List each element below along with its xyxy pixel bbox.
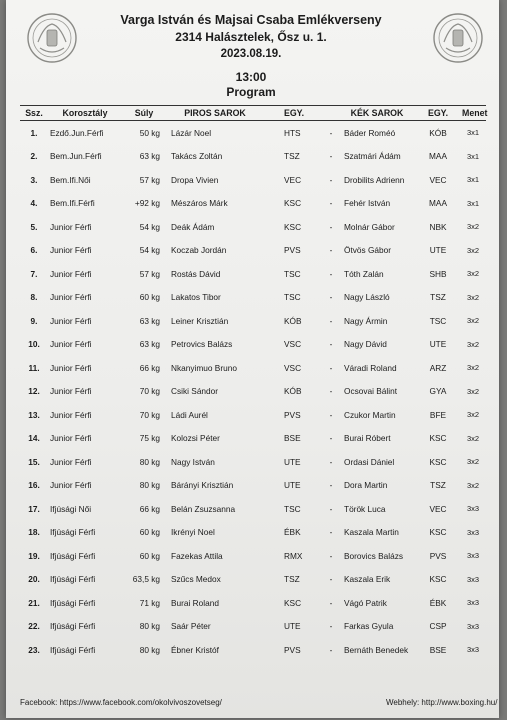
blue-corner-club: TSC: [429, 315, 447, 326]
bout-number: 21.: [28, 597, 40, 608]
start-time: 13:00: [235, 70, 267, 84]
blue-corner-club: MAA: [429, 151, 447, 162]
age-category: Junior Férfi: [50, 409, 92, 420]
rounds: 3x3: [466, 574, 480, 584]
bout-number: 12.: [28, 386, 40, 397]
blue-corner-boxer: Vágó Patrik: [344, 597, 387, 608]
blue-corner-boxer: Molnár Gábor: [344, 221, 395, 232]
weight-class: 57 kg: [139, 174, 160, 185]
versus-dash: -: [329, 433, 333, 444]
weight-class: 57 kg: [139, 268, 160, 279]
blue-corner-club: NBK: [429, 221, 447, 232]
red-corner-club: BSE: [284, 433, 301, 444]
red-corner-boxer: Mészáros Márk: [171, 198, 228, 209]
table-row: [20, 403, 486, 427]
weight-class: 63 kg: [139, 151, 160, 162]
versus-dash: -: [329, 409, 333, 420]
red-corner-boxer: Szűcs Medox: [171, 574, 221, 585]
versus-dash: -: [329, 621, 333, 632]
bout-number: 3.: [30, 174, 38, 185]
bout-number: 20.: [28, 574, 40, 585]
red-corner-boxer: Deák Ádám: [171, 221, 215, 232]
program-heading: Program: [226, 85, 276, 99]
blue-corner-boxer: Fehér István: [344, 198, 391, 209]
rounds: 3x2: [466, 433, 480, 443]
weight-class: 70 kg: [139, 386, 160, 397]
red-corner-boxer: Koczab Jordán: [171, 245, 227, 256]
versus-dash: -: [329, 550, 333, 561]
rounds: 3x2: [466, 386, 480, 396]
bout-number: 13.: [28, 409, 40, 420]
blue-corner-club: GYA: [429, 386, 447, 397]
red-corner-boxer: Lázár Noel: [171, 127, 212, 138]
event-address: 2314 Halásztelek, Ősz u. 1.: [175, 30, 327, 44]
red-corner-club: ÉBK: [284, 527, 301, 538]
red-corner-boxer: Leiner Krisztián: [171, 315, 229, 326]
rounds: 3x2: [466, 363, 480, 373]
rounds: 3x1: [466, 128, 480, 138]
col-egy-red: EGY.: [264, 106, 324, 121]
weight-class: 60 kg: [139, 550, 160, 561]
weight-class: 63 kg: [139, 315, 160, 326]
weight-class: 66 kg: [139, 503, 160, 514]
bout-number: 18.: [28, 527, 40, 538]
weight-class: 60 kg: [139, 292, 160, 303]
red-corner-boxer: Bárányi Krisztián: [171, 480, 234, 491]
table-row: [20, 568, 486, 592]
age-category: Bem.Jun.Férfi: [50, 151, 102, 162]
table-row: [20, 474, 486, 498]
bout-number: 1.: [30, 127, 38, 138]
weight-class: 66 kg: [139, 362, 160, 373]
table-row: [20, 121, 486, 145]
table-row: [20, 145, 486, 169]
bout-number: 16.: [28, 480, 40, 491]
red-corner-club: TSC: [284, 503, 301, 514]
event-title: Varga István és Majsai Csaba Emlékverseny: [120, 13, 382, 27]
red-corner-boxer: Csiki Sándor: [171, 386, 219, 397]
red-corner-boxer: Saár Péter: [171, 621, 211, 632]
table-row: [20, 309, 486, 333]
bout-number: 9.: [30, 315, 38, 326]
red-corner-club: PVS: [284, 644, 301, 655]
blue-corner-club: UTE: [429, 245, 447, 256]
red-corner-boxer: Belán Zsuzsanna: [171, 503, 236, 514]
blue-corner-club: KSC: [429, 574, 447, 585]
col-piros-sarok: PIROS SAROK: [166, 106, 264, 121]
blue-corner-boxer: Kaszala Martin: [344, 527, 399, 538]
bout-number: 2.: [30, 151, 38, 162]
bout-number: 5.: [30, 221, 38, 232]
age-category: Bem.Ifi.Női: [50, 174, 91, 185]
versus-dash: -: [329, 292, 333, 303]
red-corner-club: KÓB: [284, 386, 302, 397]
website-link[interactable]: Webhely: http://www.boxing.hu/: [386, 698, 498, 707]
age-category: Ifjúsági Férfi: [50, 574, 96, 585]
table-row: [20, 168, 486, 192]
age-category: Junior Férfi: [50, 433, 92, 444]
red-corner-boxer: Ikrényi Noel: [171, 527, 215, 538]
blue-corner-club: BFE: [429, 409, 447, 420]
blue-corner-club: TSZ: [430, 480, 446, 491]
weight-class: 63,5 kg: [132, 574, 160, 585]
rounds: 3x3: [466, 527, 480, 537]
col-ssz: Ssz.: [20, 106, 48, 121]
bout-number: 22.: [28, 621, 40, 632]
bout-number: 14.: [28, 433, 40, 444]
versus-dash: -: [329, 151, 333, 162]
bout-number: 10.: [28, 339, 40, 350]
blue-corner-boxer: Bernáth Benedek: [344, 644, 409, 655]
bout-number: 15.: [28, 456, 40, 467]
red-corner-club: PVS: [284, 245, 301, 256]
rounds: 3x3: [466, 551, 480, 561]
red-corner-boxer: Kolozsi Péter: [171, 433, 220, 444]
red-corner-club: UTE: [284, 621, 301, 632]
age-category: Ifjúsági Férfi: [50, 527, 96, 538]
red-corner-boxer: Burai Roland: [171, 597, 219, 608]
table-row: [20, 262, 486, 286]
versus-dash: -: [329, 480, 333, 491]
table-row: [20, 380, 486, 404]
blue-corner-club: CSP: [429, 621, 447, 632]
red-corner-boxer: Ládi Aurél: [171, 409, 208, 420]
weight-class: 50 kg: [139, 127, 160, 138]
versus-dash: -: [329, 644, 333, 655]
red-corner-club: PVS: [284, 409, 301, 420]
age-category: Bem.Ifi.Férfi: [50, 198, 95, 209]
bout-number: 4.: [30, 198, 38, 209]
age-category: Junior Férfi: [50, 268, 92, 279]
col-egy-blue: EGY.: [416, 106, 460, 121]
blue-corner-boxer: Nagy László: [344, 292, 390, 303]
table-row: [20, 544, 486, 568]
blue-corner-boxer: Dora Martin: [344, 480, 388, 491]
versus-dash: -: [329, 456, 333, 467]
red-corner-boxer: Rostás Dávid: [171, 268, 221, 279]
blue-corner-club: KSC: [429, 456, 447, 467]
blue-corner-club: KÓB: [429, 127, 447, 138]
age-category: Ifjúsági Férfi: [50, 621, 96, 632]
table-row: [20, 215, 486, 239]
red-corner-boxer: Petrovics Balázs: [171, 339, 233, 350]
blue-corner-club: VEC: [429, 174, 447, 185]
red-corner-club: UTE: [284, 456, 301, 467]
red-corner-boxer: Ébner Kristóf: [171, 644, 219, 655]
federation-emblem-icon: [26, 12, 78, 64]
age-category: Junior Férfi: [50, 480, 92, 491]
blue-corner-boxer: Szatmári Ádám: [344, 151, 401, 162]
rounds: 3x2: [466, 480, 480, 490]
red-corner-club: RMX: [284, 550, 303, 561]
weight-class: 60 kg: [139, 527, 160, 538]
bout-number: 23.: [28, 644, 40, 655]
table-row: [20, 239, 486, 263]
blue-corner-boxer: Ocsovai Bálint: [344, 386, 398, 397]
red-corner-boxer: Dropa Vivien: [171, 174, 219, 185]
red-corner-club: KSC: [284, 221, 302, 232]
rounds: 3x1: [466, 151, 480, 161]
age-category: Junior Férfi: [50, 362, 92, 373]
rounds: 3x2: [466, 245, 480, 255]
red-corner-boxer: Takács Zoltán: [171, 151, 223, 162]
versus-dash: -: [329, 268, 333, 279]
weight-class: 75 kg: [139, 433, 160, 444]
blue-corner-boxer: Borovics Balázs: [344, 550, 404, 561]
col-kek-sarok: KÉK SAROK: [338, 106, 416, 121]
table-row: [20, 333, 486, 357]
bout-number: 7.: [30, 268, 38, 279]
table-row: [20, 450, 486, 474]
blue-corner-boxer: Drobilits Adrienn: [344, 174, 405, 185]
age-category: Junior Férfi: [50, 456, 92, 467]
blue-corner-boxer: Burai Róbert: [344, 433, 391, 444]
weight-class: 80 kg: [139, 480, 160, 491]
blue-corner-boxer: Nagy Dávid: [344, 339, 387, 350]
event-date: 2023.08.19.: [220, 48, 282, 60]
versus-dash: -: [329, 245, 333, 256]
red-corner-boxer: Nagy István: [171, 456, 215, 467]
age-category: Ifjúsági Férfi: [50, 644, 96, 655]
blue-corner-club: VEC: [429, 503, 447, 514]
bout-number: 11.: [28, 362, 40, 373]
blue-corner-club: SHB: [429, 268, 447, 279]
program-sheet: [6, 0, 499, 718]
age-category: Junior Férfi: [50, 315, 92, 326]
age-category: Junior Férfi: [50, 339, 92, 350]
age-category: Ifjúsági Férfi: [50, 550, 96, 561]
age-category: Junior Férfi: [50, 245, 92, 256]
table-row: [20, 356, 486, 380]
rounds: 3x1: [466, 175, 480, 185]
red-corner-boxer: Fazekas Attila: [171, 550, 223, 561]
age-category: Junior Férfi: [50, 221, 92, 232]
table-row: [20, 286, 486, 310]
red-corner-club: TSZ: [284, 151, 300, 162]
col-menet: Menet: [460, 106, 486, 121]
document-header: [76, 12, 426, 100]
red-corner-club: VEC: [284, 174, 302, 185]
bout-table: [20, 105, 486, 662]
blue-corner-boxer: Tóth Zalán: [344, 268, 384, 279]
rounds: 3x2: [466, 316, 480, 326]
rounds: 3x2: [466, 269, 480, 279]
blue-corner-club: TSZ: [430, 292, 446, 303]
blue-corner-club: ARZ: [429, 362, 447, 373]
age-category: Ezdő.Jun.Férfi: [50, 127, 104, 138]
rounds: 3x2: [466, 292, 480, 302]
table-row: [20, 615, 486, 639]
col-suly: Súly: [122, 106, 166, 121]
col-separator: [324, 106, 338, 121]
versus-dash: -: [329, 127, 333, 138]
rounds: 3x3: [466, 621, 480, 631]
weight-class: 54 kg: [139, 221, 160, 232]
blue-corner-club: ÉBK: [429, 597, 447, 608]
bout-number: 6.: [30, 245, 38, 256]
red-corner-club: HTS: [284, 127, 301, 138]
rounds: 3x2: [466, 457, 480, 467]
blue-corner-club: MAA: [429, 198, 447, 209]
red-corner-club: KSC: [284, 597, 302, 608]
table-row: [20, 638, 486, 662]
table-header-row: [20, 106, 486, 121]
blue-corner-boxer: Török Luca: [344, 503, 386, 514]
red-corner-club: TSC: [284, 268, 301, 279]
blue-corner-boxer: Nagy Ármin: [344, 315, 388, 326]
bout-list: [20, 121, 486, 662]
table-row: [20, 192, 486, 216]
age-category: Ifjúsági Női: [50, 503, 92, 514]
blue-corner-club: BSE: [429, 644, 447, 655]
versus-dash: -: [329, 174, 333, 185]
weight-class: 80 kg: [139, 621, 160, 632]
red-corner-boxer: Lakatos Tibor: [171, 292, 221, 303]
table-row: [20, 591, 486, 615]
versus-dash: -: [329, 362, 333, 373]
red-corner-club: VSC: [284, 362, 302, 373]
table-row: [20, 521, 486, 545]
red-corner-club: KSC: [284, 198, 302, 209]
weight-class: 80 kg: [139, 644, 160, 655]
bout-number: 19.: [28, 550, 40, 561]
weight-class: 63 kg: [139, 339, 160, 350]
col-korosztaly: Korosztály: [48, 106, 122, 121]
age-category: Ifjúsági Férfi: [50, 597, 96, 608]
red-corner-club: VSC: [284, 339, 302, 350]
rounds: 3x3: [466, 504, 480, 514]
versus-dash: -: [329, 503, 333, 514]
weight-class: 70 kg: [139, 409, 160, 420]
rounds: 3x2: [466, 410, 480, 420]
versus-dash: -: [329, 198, 333, 209]
rounds: 3x2: [466, 222, 480, 232]
bout-number: 17.: [28, 503, 40, 514]
red-corner-club: KÓB: [284, 315, 302, 326]
blue-corner-boxer: Ordasi Dániel: [344, 456, 395, 467]
blue-corner-boxer: Czukor Martin: [344, 409, 396, 420]
blue-corner-boxer: Váradi Roland: [344, 362, 397, 373]
red-corner-club: TSC: [284, 292, 301, 303]
weight-class: 54 kg: [139, 245, 160, 256]
blue-corner-club: KSC: [429, 433, 447, 444]
blue-corner-club: UTE: [429, 339, 447, 350]
facebook-link[interactable]: Facebook: https://www.facebook.com/okolvivoszovetseg/: [20, 698, 222, 707]
red-corner-club: UTE: [284, 480, 301, 491]
blue-corner-boxer: Kaszala Erik: [344, 574, 391, 585]
table-row: [20, 427, 486, 451]
red-corner-club: TSZ: [284, 574, 300, 585]
age-category: Junior Férfi: [50, 292, 92, 303]
versus-dash: -: [329, 339, 333, 350]
age-category: Junior Férfi: [50, 386, 92, 397]
red-corner-boxer: Nkanyimuo Bruno: [171, 362, 237, 373]
versus-dash: -: [329, 527, 333, 538]
rounds: 3x2: [466, 339, 480, 349]
bout-number: 8.: [30, 292, 38, 303]
blue-corner-club: PVS: [429, 550, 447, 561]
versus-dash: -: [329, 597, 333, 608]
versus-dash: -: [329, 386, 333, 397]
federation-emblem-icon: [432, 12, 484, 64]
versus-dash: -: [329, 315, 333, 326]
blue-corner-boxer: Báder Roméó: [344, 127, 396, 138]
blue-corner-club: KSC: [429, 527, 447, 538]
weight-class: 80 kg: [139, 456, 160, 467]
blue-corner-boxer: Farkas Gyula: [344, 621, 394, 632]
table-row: [20, 497, 486, 521]
rounds: 3x3: [466, 598, 480, 608]
versus-dash: -: [329, 574, 333, 585]
rounds: 3x3: [466, 645, 480, 655]
weight-class: 71 kg: [139, 597, 160, 608]
rounds: 3x1: [466, 198, 480, 208]
blue-corner-boxer: Ötvös Gábor: [344, 245, 392, 256]
versus-dash: -: [329, 221, 333, 232]
weight-class: +92 kg: [134, 198, 160, 209]
